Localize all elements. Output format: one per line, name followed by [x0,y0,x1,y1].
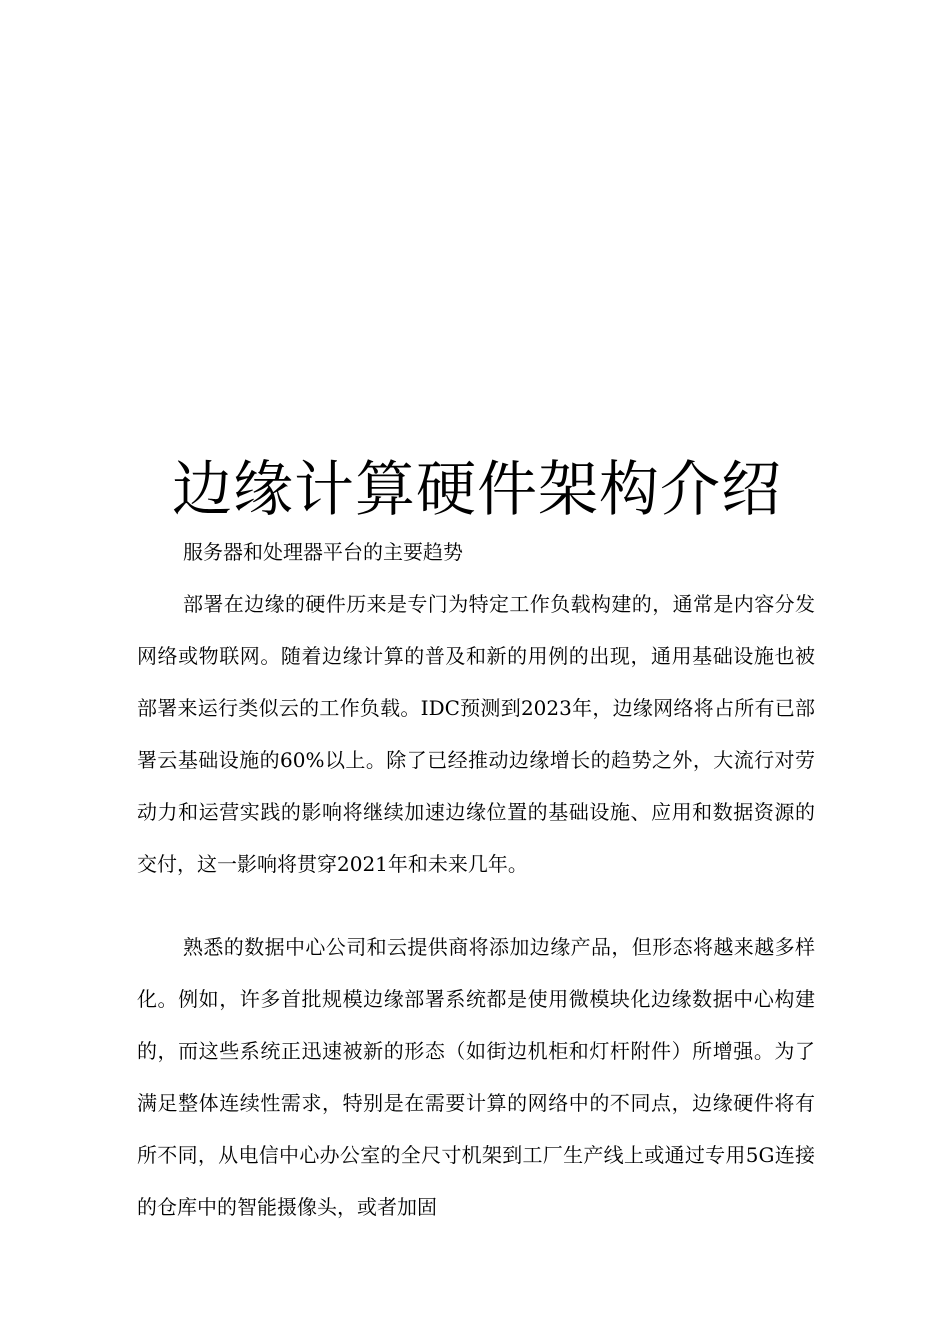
document-title: 边缘计算硬件架构介绍 [172,455,782,525]
body-paragraph: 熟悉的数据中心公司和云提供商将添加边缘产品，但形态将越来越多样化。例如，许多首批规模边缘部署系统都是使用微模块化边缘数据中心构建的，而这些系统正迅速被新的形态（如街边机柜和灯杆附件）所增强。为了满足整体连续性需求，特别是在需要计算的网络中的不同点，边缘硬件将有所不同，从电信中心办公室的全尺寸机架到工厂生产线上或通过专用5G连接的仓库中的智能摄像头，或者加固 [137,935,815,1219]
body-paragraph: 部署在边缘的硬件历来是专门为特定工作负载构建的，通常是内容分发网络或物联网。随着边缘计算的普及和新的用例的出现，通用基础设施也被部署来运行类似云的工作负载。IDC预测到2023年，边缘网络将占所有已部署云基础设施的60%以上。除了已经推动边缘增长的趋势之外，大流行对劳动力和运营实践的影响将继续加速边缘位置的基础设施、应用和数据资源的交付，这一影响将贯穿2021年和未来几年。 [137,592,815,876]
document-subtitle: 服务器和处理器平台的主要趋势 [183,540,463,564]
